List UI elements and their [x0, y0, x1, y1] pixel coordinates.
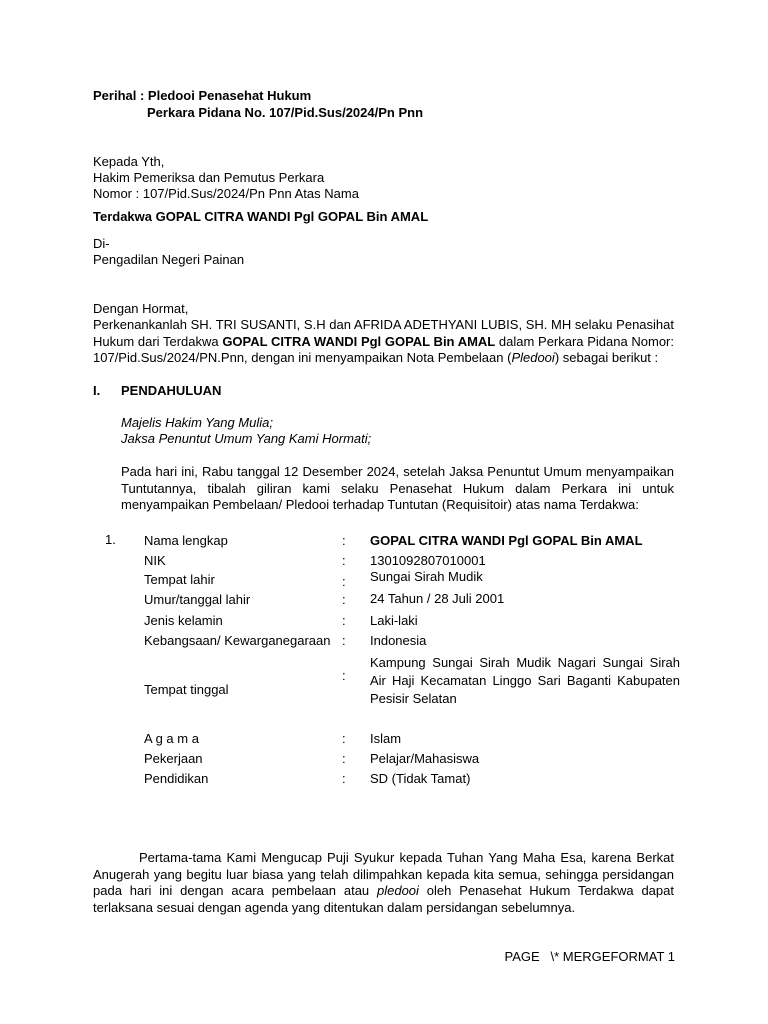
identity-value: 1301092807010001: [370, 553, 486, 568]
opening-defendant-name: GOPAL CITRA WANDI Pgl GOPAL Bin AMAL: [222, 333, 496, 349]
identity-value: 24 Tahun / 28 Juli 2001: [370, 591, 505, 606]
identity-colon: :: [342, 553, 346, 568]
closing-paragraph: [93, 850, 674, 916]
identity-label: Kebangsaan/ Kewarganegaraan: [144, 633, 331, 648]
opening-text-3: ) sebagai berikut :: [554, 350, 659, 365]
section-title: PENDAHULUAN: [121, 383, 222, 398]
identity-value: Kampung Sungai Sirah Mudik Nagari Sungai Sirah Air Haji Kecamatan Linggo Sari Baganti Kabupaten Pesisir Selatan: [370, 655, 680, 706]
addressee-di: Di-: [93, 236, 110, 251]
opening-paragraph: [93, 317, 674, 367]
identity-row: [144, 654, 680, 710]
identity-colon: :: [342, 574, 346, 589]
identity-label: Jenis kelamin: [144, 613, 223, 628]
identity-colon: :: [342, 533, 346, 548]
addressee-terdakwa: Terdakwa GOPAL CITRA WANDI Pgl GOPAL Bin AMAL: [93, 209, 429, 224]
identity-value: Pelajar/Mahasiswa: [370, 751, 480, 766]
identity-label: Umur/tanggal lahir: [144, 592, 251, 607]
identity-label: Tempat tinggal: [144, 682, 229, 697]
identity-colon: :: [342, 592, 346, 607]
identity-item-number: 1.: [105, 532, 116, 547]
identity-label: Nama lengkap: [144, 533, 228, 548]
intro-paragraph: Pada hari ini, Rabu tanggal 12 Desember 2024, setelah Jaksa Penuntut Umum menyampaikan Tuntutannya, tibalah giliran kami selaku Penasehat Hukum dalam Perkara ini untuk menyampaikan Pembelaan/ Pledooi terhadap Tuntutan (Requisitoir) atas nama Terdakwa:: [121, 464, 674, 512]
opening-pledooi: Pledooi: [511, 350, 555, 365]
identity-value: Islam: [370, 731, 402, 746]
greeting: Dengan Hormat,: [93, 301, 189, 316]
identity-label: Pendidikan: [144, 771, 209, 786]
identity-value: SD (Tidak Tamat): [370, 771, 471, 786]
identity-colon: :: [342, 731, 346, 746]
closing-text-2: oleh Penasehat Hukum Terdakwa dapat terlaksana sesuai dengan agenda yang ditentukan dalam persidangan sebelumnya.: [93, 883, 674, 915]
addressee-hakim: Hakim Pemeriksa dan Pemutus Perkara: [93, 170, 325, 185]
identity-value: Sungai Sirah Mudik: [370, 569, 483, 584]
opening-text-1: Perkenankanlah SH. TRI SUSANTI, S.H dan AFRIDA ADETHYANI LUBIS, SH. MH selaku Penasihat Hukum dari Terdakwa: [93, 317, 674, 349]
identity-label: Tempat lahir: [144, 572, 215, 587]
closing-text-1: Pertama-tama Kami Mengucap Puji Syukur kepada Tuhan Yang Maha Esa, karena Berkat Anugerah yang begitu luar biasa yang telah dilimpahkan kepada kita semua, sehingga persidangan pada hari ini dengan acara pembelaan atau: [93, 850, 674, 898]
page-number-field: PAGE \* MERGEFORMAT 1: [504, 949, 675, 964]
section-number: I.: [93, 383, 101, 398]
identity-value: Indonesia: [370, 633, 427, 648]
identity-colon: :: [342, 771, 346, 786]
identity-colon: :: [342, 751, 346, 766]
perkara-number: Perkara Pidana No. 107/Pid.Sus/2024/Pn Pnn: [147, 105, 424, 120]
identity-label: A g a m a: [144, 731, 199, 746]
identity-colon: :: [342, 613, 346, 628]
addressee-nomor: Nomor : 107/Pid.Sus/2024/Pn Pnn Atas Nama: [93, 186, 359, 201]
salutation-jaksa: Jaksa Penuntut Umum Yang Kami Hormati;: [121, 431, 372, 446]
identity-label: NIK: [144, 553, 166, 568]
identity-label: Pekerjaan: [144, 751, 203, 766]
identity-colon: :: [342, 668, 346, 683]
salutation-majelis: Majelis Hakim Yang Mulia;: [121, 415, 273, 430]
opening-text-2: dalam Perkara Pidana Nomor: 107/Pid.Sus/2024/PN.Pnn, dengan ini menyampaikan Nota Pembelaan (: [93, 333, 674, 365]
identity-colon: :: [342, 633, 346, 648]
perihal-line: Perihal : Pledooi Penasehat Hukum: [93, 88, 312, 103]
closing-pledooi: pledooi: [377, 883, 419, 898]
addressee-kepada: Kepada Yth,: [93, 154, 165, 169]
identity-value: Laki-laki: [370, 613, 418, 628]
addressee-court: Pengadilan Negeri Painan: [93, 252, 245, 267]
identity-value: GOPAL CITRA WANDI Pgl GOPAL Bin AMAL: [370, 533, 643, 548]
